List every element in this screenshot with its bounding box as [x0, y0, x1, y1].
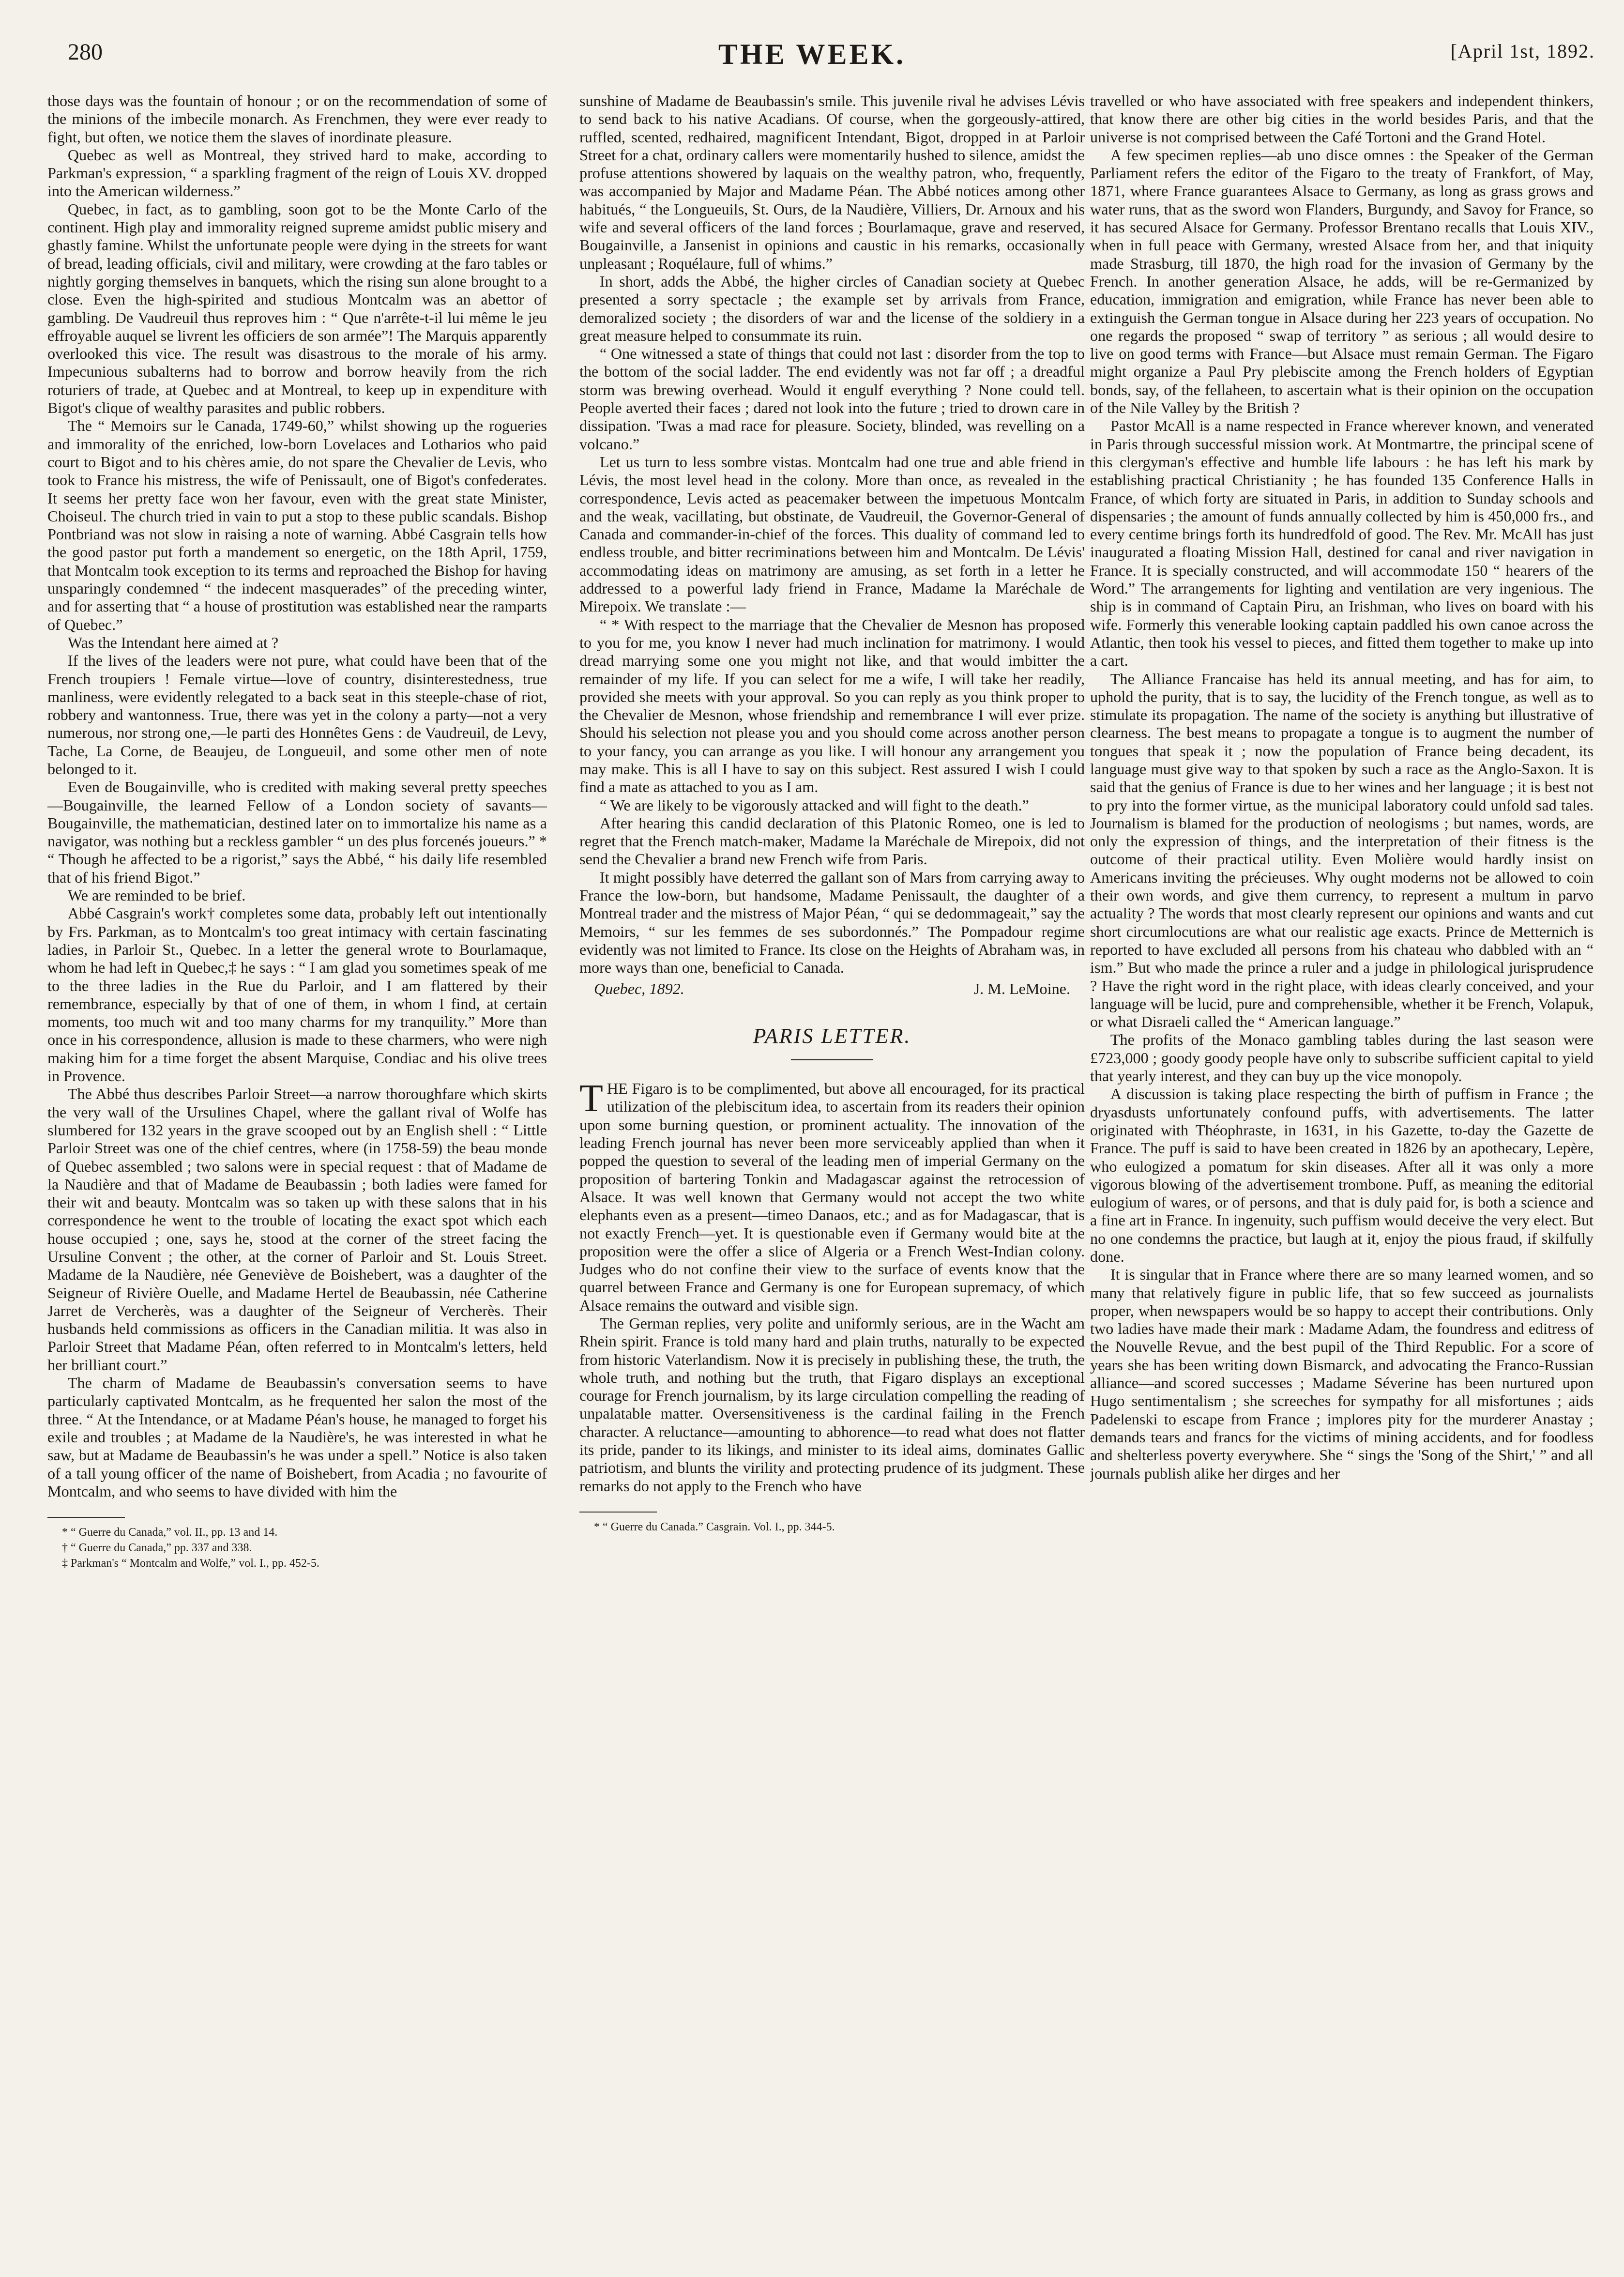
paragraph: After hearing this candid declaration of this Platonic Romeo, one is led to regret that the French match-maker, Madame la Maréchale de Mirepoix, did not send the Chevalier a brand new French wife from Paris. — [579, 814, 1085, 868]
drop-cap: T — [579, 1077, 603, 1120]
column-2 — [579, 92, 1085, 2242]
paragraph: The profits of the Monaco gambling tables during the last season were £723,000 ; goody goody people have only to subscribe sufficient capital to yield that yearly interest, and they can buy up the vice monopoly. — [1090, 1031, 1594, 1085]
issue-date: [April 1st, 1892. — [1450, 40, 1595, 62]
signoff-author: J. M. LeMoine. — [973, 979, 1070, 997]
paragraph: “ We are likely to be vigorously attacked and will fight to the death.” — [599, 796, 1029, 814]
column-1 — [47, 92, 547, 2242]
paragraph: We are reminded to be brief. — [67, 886, 246, 904]
paragraph: Even de Bougainville, who is credited with making several pretty speeches—Bougainville, the learned Fellow of a London society of savants—Bougainville, the mathematician, destined later on to immortalize his name as a navigator, was nothing but a reckless gambler “ un des plus forcenés joueurs.” * “ Though he affected to be a rigorist,” says the Abbé, “ his daily life resembled that of his friend Bigot.” — [47, 778, 547, 886]
signoff-place: Quebec, 1892. — [594, 979, 684, 997]
footnote: ‡ Parkman's “ Montcalm and Wolfe,” vol. I., pp. 452-5. — [62, 1557, 319, 1570]
paragraph: Abbé Casgrain's work† completes some data, probably left out intentionally by Frs. Parkman, as to Montcalm's too great intimacy with certain fascinating ladies, in Parloir St., Quebec. In a letter the general wrote to Bourlamaque, whom he had left in Quebec,‡ he says : “ I am glad you sometimes speak of me to the three ladies in the Rue du Parloir, and I am flattered by their remembrance, especially by that of one of them, in whom I find, at certain moments, too much wit and too many charms for my tranquility.” More than once in his correspondence, allusion is made to these charmers, who were nigh making him for a time forget the absent Marquise, Condiac and his olive trees in Provence. — [47, 904, 547, 1085]
paragraph-text: HE Figaro is to be complimented, but above all encouraged, for its practical utilization of the plebiscitum idea, to ascertain from its readers their opinion upon some burning question, or prominent actuality. The innovation of the leading French journal has never been more serviceably applied than when it popped the question to several of the leading men of imperial Germany on the proposition of bartering Tonkin and Madagascar against the retrocession of Alsace. It was well known that Germany would not accept the two white elephants even as a present—timeo Danaos, etc.; and as for Madagascar, that is not exactly French—yet. It is questionable even if Germany would bite at the proposition were the offer a slice of Algeria or a French West-Indian colony. Judges who do not confine their view to the surface of events know that the quarrel between France and Germany is one for European supremacy, of which Alsace remains the outward and visible sign. — [579, 1080, 1085, 1314]
footnote: * “ Guerre du Canada.” Casgrain. Vol. I., pp. 344-5. — [594, 1520, 835, 1533]
paragraph: Quebec as well as Montreal, they strived hard to make, according to Parkman's expression, “ a sparkling fragment of the reign of Louis XV. dropped into the American wilderness.” — [47, 146, 547, 200]
paragraph: The Abbé thus describes Parloir Street—a narrow thoroughfare which skirts the very wall of the Ursulines Chapel, where the gallant rival of Wolfe has slumbered for 132 years in the grave scooped out by an English shell : “ Little Parloir Street was one of the chief centres, where (in 1758-59) the beau monde of Quebec assembled ; two salons were in special request : that of Madame de la Naudière and that of Madame de Beaubassin ; both ladies were famed for their wit and beauty. Montcalm was so taken up with these salons that in his correspondence he went to the trouble of locating the exact spot which each house occupied ; one, says he, stood at the corner of the street facing the Ursuline Convent ; the other, at the corner of Parloir and St. Louis Street. Madame de la Naudière, née Geneviève de Boishebert, was a daughter of the Seigneur of Rivière Ouelle, and Madame Hertel de Beaubassin, née Catherine Jarret de Vercherès, was a daughter of the Seigneur of Vercherès. Their husbands held commissions as officers in the Canadian militia. It was also in Parloir Street that Madame Péan, often referred to in Montcalm's letters, held her brilliant court.” — [47, 1085, 547, 1374]
paragraph: Let us turn to less sombre vistas. Montcalm had one true and able friend in Lévis, the most level head in the colony. More than once, as revealed in the correspondence, Levis acted as peacemaker between the impetuous Montcalm and the weak, vacillating, but obstinate, de Vaudreuil, the Governor-General of Canada and commander-in-chief of the forces. This duality of command led to endless trouble, and bitter recriminations between him and Montcalm. De Lévis' accommodating ideas on matrimony are amusing, as set forth in a letter he addressed to a powerful lady friend in France, Madame la Maréchale de Mirepoix. We translate :— — [579, 453, 1085, 615]
paragraph: A discussion is taking place respecting the birth of puffism in France ; the dryasdusts unfortunately confound puffs, with advertisements. The latter originated with Théophraste, in 1631, in his Gazette, to-day the Gazette de France. The puff is said to have been created in 1826 by an apothecary, Lepère, who eulogized a pomatum for skin diseases. After all it was only a more vigorous blowing of the advertisement trombone. Puff, as meaning the editorial eulogium of wares, or of persons, and that is duly paid for, is both a science and a fine art in France. In ingenuity, such puffism would deceive the very elect. But no one condemns the practice, but laugh at it, enjoy the pious fraud, if skilfully done. — [1090, 1085, 1594, 1265]
paragraph: sunshine of Madame de Beaubassin's smile. This juvenile rival he advises Lévis to send back to his native Acadians. Of course, when the gorgeously-attired, ruffled, scented, redhaired, magnificent Intendant, Bigot, dropped in at Parloir Street for a chat, ordinary callers were momentarily hushed to silence, amidst the profuse attentions showered by laquais on the wealthy patron, who, frequently, was accompanied by Major and Madame Péan. The Abbé notices among other habitués, “ the Longueuils, St. Ours, de la Naudière, Villiers, Dr. Arnoux and his wife and several officers of the land forces ; Bourlamaque, grave and reserved, Bougainville, a Jansenist in opinions and caustic in his remarks, occasionally unpleasant ; Roquélaure, full of whims.” — [579, 92, 1085, 272]
paragraph: It is singular that in France where there are so many learned women, and so many that relatively figure in public life, that so few succeed as journalists proper, when newspapers would be so happy to accept their contributions. Only two ladies have made their mark : Madame Adam, the foundress and editress of the Nouvelle Revue, and the best pupil of the Third Republic. For a score of years she has been writing down Bismarck, and advocating the Franco-Russian alliance—and scored successes ; Madame Séverine has been nurtured upon Hugo sentimentalism ; she screeches for sympathy for all misfortunes ; aids Padelenski to escape from France ; implores pity for the murderer Anastay ; demands tears and francs for the victims of mining accidents, and for foodless and shelterless poverty everywhere. She “ sings the 'Song of the Shirt,' ” and all journals publish alike her dirges and her — [1090, 1266, 1594, 1482]
paragraph: Quebec, in fact, as to gambling, soon got to be the Monte Carlo of the continent. High play and immorality reigned supreme amidst public misery and ghastly famine. Whilst the unfortunate people were dying in the streets for want of bread, leading officials, civil and military, were crowding at the faro tables or nightly gorging themselves in banquets, which the rising sun alone brought to a close. Even the high-spirited and studious Montcalm was an abettor of gambling. De Vaudreuil thus reproves him : “ Que n'arrête-t-il lui même le jeu effroyable auquel se livrent les officiers de son armée”! The Marquis apparently overlooked this vice. The result was disastrous to the morale of his army. Impecunious subalterns had to borrow and borrow heavily from the rich roturiers of trade, at Quebec and at Montreal, to keep up in expenditure with Bigot's clique of wealthy parasites and public robbers. — [47, 200, 547, 417]
paragraph: Was the Intendant here aimed at ? — [67, 633, 279, 651]
paragraph: those days was the fountain of honour ; or on the recommendation of some of the minions of the imbecile monarch. As Frenchmen, they were ever ready to fight, but often, we notice them the slaves of inordinate pleasure. — [47, 92, 547, 146]
paragraph: travelled or who have associated with free speakers and independent thinkers, that know there are other big cities in the world besides Paris, and that the universe is not comprised between the Café Tortoni and the Grand Hotel. — [1090, 92, 1594, 146]
paragraph: “ One witnessed a state of things that could not last : disorder from the top to the bottom of the social ladder. The end evidently was not far off ; a dreadful storm was brewing overhead. Would it engulf everything ? None could tell. People averted their faces ; dared not look into the future ; tried to drown care in dissipation. 'Twas a mad race for pleasure. Society, blinded, was revelling on a volcano.” — [579, 345, 1085, 453]
column-3 — [1090, 92, 1594, 2242]
footnote: † “ Guerre du Canada,” pp. 337 and 338. — [62, 1542, 252, 1555]
paragraph — [579, 1077, 1085, 1314]
paragraph: “ * With respect to the marriage that the Chevalier de Mesnon has proposed to you for me, you know I never had much inclination for matrimony. I would dread marrying some one you might not like, and that would imbitter the remainder of my life. If you can select for me a wife, I will take her readily, provided she meets with your approval. So you can reply as you think proper to the Chevalier de Mesnon, whose friendship and remembrance I will ever prize. Should his selection not please you and you should come across another person to your fancy, you can arrange as you like. I will honour any arrangement you may make. This is all I have to say on this subject. Rest assured I wish I could find a mate as attached to you as I am. — [579, 615, 1085, 796]
footnote-divider — [579, 1512, 657, 1513]
page-number: 280 — [68, 39, 103, 65]
paragraph: The German replies, very polite and uniformly serious, are in the Wacht am Rhein spirit. France is told many hard and plain truths, naturally to be expected from historic Vaterlandism. Now it is precisely in publishing these, the truth, the whole truth, and nothing but the truth, that Figaro displays an exceptional courage for French journalism, by its large circulation compelling the reading of unpalatable matter. Oversensitiveness is the cardinal failing in the French character. A reluctance—amounting to abhorence—to read what does not flatter its pride, pander to its likings, and minister to its ideal aims, dominates Gallic patriotism, and blunts the virility and protecting prudence of its judgment. These remarks do not apply to the French who have — [579, 1314, 1085, 1495]
paragraph: A few specimen replies—ab uno disce omnes : the Speaker of the German Parliament refers the editor of the Figaro to the treaty of Frankfort, of May, 1871, where France guarantees Alsace to Germany, as long as grass grows and water runs, that as the sword won Flanders, Burgundy, and Savoy for France, so it has secured Alsace for Germany. Professor Brentano recalls that Louis XIV., when in full peace with Germany, wrested Alsace from her, and that iniquity made Strasburg, till 1870, the high road for the invasion of Germany by the French. In another generation Alsace, he adds, will be re-Germanized by education, immigration and emigration, while France has never been able to extinguish the German tongue in Alsace during her 223 years of occupation. No one regards the proposed “ swap of territory ” as serious ; all would desire to live on good terms with France—but Alsace must remain German. The Figaro might organize a Paul Pry plebiscite among the French holders of Egyptian bonds, say, of the fellaheen, to ascertain what is their opinion on the occupation of the Nile Valley by the British ? — [1090, 146, 1594, 417]
article-signoff — [579, 980, 1085, 998]
footnote-divider — [47, 1517, 125, 1518]
masthead: THE WEEK. — [718, 38, 906, 70]
paragraph: If the lives of the leaders were not pure, what could have been that of the French troupiers ! Female virtue—love of country, disinterestedness, true manliness, were evidently relegated to a back seat in this steeple-chase of riot, robbery and wantonness. True, there was yet in the colony a party—not a very numerous, nor strong one,—le parti des Honnêtes Gens : de Vaudreuil, de Levy, Tache, La Corne, de Beaujeu, de Longueuil, and some other men of note belonged to it. — [47, 652, 547, 778]
paragraph: Pastor McAll is a name respected in France wherever known, and venerated in Paris through successful mission work. At Montmartre, the principal scene of this clergyman's effective and humble life labours : he has left his mark by establishing practical Christianity ; he has founded 135 Conference Halls in France, of which forty are situated in Paris, in addition to Sunday schools and dispensaries ; the amount of funds annually collected by him is 450,000 frs., and every centime brings forth its hundredfold of good. The Rev. Mr. McAll has just inaugurated a floating Mission Hall, destined for canal and river navigation in France. It is specially constructed, and will accommodate 150 “ hearers of the Word.” The arrangements for lighting and ventilation are very ingenious. The ship is in command of Captain Piru, an Irishman, who lives on board with his wife. Formerly this venerable looking captain paddled his own canoe across the Atlantic, then took his vessel to pieces, and fitted them together to make up into a cart. — [1090, 417, 1594, 670]
section-title: PARIS LETTER. — [753, 1024, 911, 1048]
section-divider — [791, 1059, 873, 1060]
paragraph: It might possibly have deterred the gallant son of Mars from carrying away to France the low-born, but handsome, Madame Penissault, the daughter of a Montreal trader and the mistress of Major Péan, “ qui se dedommageait,” say the Memoirs, “ sur les femmes de ses subordonnés.” The Pompadour regime evidently was not limited to France. Its close on the Heights of Abraham was, in more ways than one, beneficial to Canada. — [579, 868, 1085, 977]
footnote: * “ Guerre du Canada,” vol. II., pp. 13 and 14. — [62, 1526, 278, 1539]
paragraph: In short, adds the Abbé, the higher circles of Canadian society at Quebec presented a sorry spectacle ; the example set by arrivals from France, demoralized society ; the disorders of war and the license of the soldiery in a great measure helped to consummate its ruin. — [579, 272, 1085, 344]
paragraph: The Alliance Francaise has held its annual meeting, and has for aim, to uphold the purity, that is to say, the lucidity of the French tongue, as well as to stimulate its propagation. The name of the society is anything but illustrative of clearness. The best means to propagate a tongue is to augment the number of tongues that speak it ; now the population of France being decadent, its language must give way to that spoken by such a race as the Anglo-Saxon. It is said that the genius of France is due to her wines and her language ; it is best not to pry into the former virtue, as the municipal laboratory could unfold sad tales. Journalism is blamed for the production of neologisms ; but names, words, are only the expression of things, and the interpretation of their fitness is the outcome of their practical utility. Even Molière would hardly insist on Americans inviting the précieuses. Why ought moderns not be allowed to coin their own words, and give them currency, to represent a multum in parvo actuality ? The words that most clearly represent our opinions and wants and cut short circumlocutions are what our realistic age exacts. Prince de Metternich is reported to have excluded all persons from his chateau who dabbled with an “ ism.” But who made the prince a ruler and a judge in philological jurisprudence ? Have the right word in the right place, with ideas clearly conceived, and your language will be lucid, pure and comprehensible, whether it be French, Volapuk, or what Disraeli called the “ American language.” — [1090, 670, 1594, 1031]
paragraph: The charm of Madame de Beaubassin's conversation seems to have particularly captivated Montcalm, as he frequented her salon the most of the three. “ At the Intendance, or at Madame Péan's house, he managed to forget his exile and troubles ; at Madame de la Naudière's, he was interested in what he saw, but at Madame de Beaubassin's he was under a spell.” Notice is also taken of a tall young officer of the name of Boishebert, from Acadia ; no favourite of Montcalm, and who seems to have divided with him the — [47, 1374, 547, 1500]
page-header — [0, 0, 1624, 73]
paragraph: The “ Memoirs sur le Canada, 1749-60,” whilst showing up the rogueries and immorality of the enriched, low-born Lovelaces and Lotharios who paid court to Bigot and to his chères amie, do not spare the Chevalier de Levis, who took to France his mistress, the wife of Penissault, one of Bigot's confederates. It seems her pretty face won her favour, even with the great state Minister, Choiseul. The church tried in vain to put a stop to these public scandals. Bishop Pontbriand was not slow in raising a note of warning. Abbé Casgrain tells how the good pastor put forth a mandement so energetic, on the 18th April, 1759, that Montcalm took exception to its terms and reproached the Bishop for having unsparingly condemned “ the indecent masquerades” of the preceding winter, and for asserting that “ a house of prostitution was established near the ramparts of Quebec.” — [47, 417, 547, 633]
